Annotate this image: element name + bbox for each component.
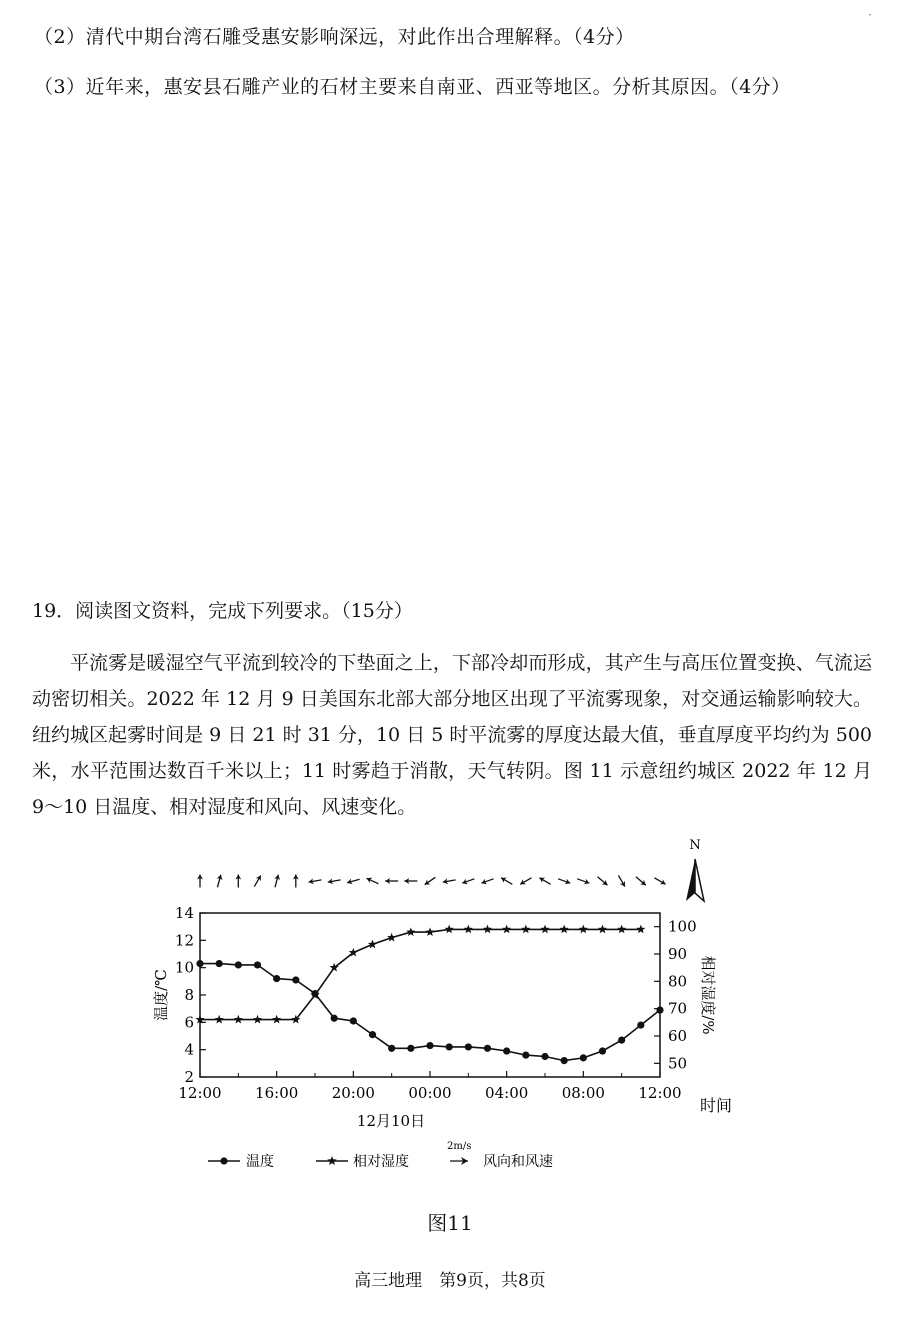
humidity-point [234, 1015, 243, 1024]
humidity-point [215, 1015, 224, 1024]
question-19-paragraph: 平流雾是暖湿空气平流到较冷的下垫面之上，下部冷却而形成，其产生与高压位置变换、气流运动密切相关。2022 年 12 月 9 日美国东北部大部分地区出现了平流雾现象，对交通运输影响较大。纽约城区起雾时间是 9 日 21 时 31 分，10 日 5 时平流雾的厚度达最大值，垂直厚度平均约为 500 米，水平范围达数百千米以上；11 时雾趋于消散，天气转阴。图 11 示意纽约城区 2022 年 12 月 9～10 日温度、相对湿度和风向、风速变化。 [32, 652, 872, 818]
y-right-tick-label: 90 [668, 945, 688, 963]
wind-arrow [385, 878, 398, 884]
x-tick-label: 16:00 [255, 1084, 299, 1102]
y-right-tick-label: 70 [668, 999, 688, 1018]
temperature-point [637, 1021, 644, 1028]
humidity-point [483, 925, 492, 934]
temperature-point [599, 1047, 606, 1054]
temperature-point [331, 1015, 338, 1022]
wind-arrows [197, 875, 666, 888]
y-left-label: 温度/℃ [152, 969, 170, 1021]
legend-humidity: 相对湿度 [353, 1154, 409, 1170]
humidity-line [200, 929, 641, 1019]
temperature-point [503, 1047, 510, 1054]
y-right-tick-label: 60 [668, 1027, 688, 1045]
humidity-point [406, 927, 415, 936]
temperature-point [561, 1057, 568, 1064]
wind-arrow [347, 879, 360, 885]
humidity-point [253, 1015, 262, 1024]
temperature-point [350, 1017, 357, 1024]
wind-arrow [217, 875, 223, 888]
wind-arrow [501, 878, 512, 885]
y-right-label: 相对湿度/% [699, 955, 717, 1035]
humidity-point [579, 925, 588, 934]
figure-caption: 图11 [427, 1211, 473, 1235]
humidity-point [636, 925, 645, 934]
wind-arrow [481, 879, 493, 885]
plot-frame [200, 913, 660, 1077]
wind-arrow [197, 875, 203, 888]
temperature-point [656, 1006, 663, 1013]
temperature-point [618, 1037, 625, 1044]
temperature-point [388, 1045, 395, 1052]
wind-arrow [598, 877, 608, 885]
temperature-point [541, 1053, 548, 1060]
wind-arrow [539, 878, 550, 885]
temperature-point [369, 1031, 376, 1038]
question-3: （3）近年来，惠安县石雕产业的石材主要来自南亚、西亚等地区。分析其原因。（4分） [34, 76, 791, 98]
legend [208, 1141, 553, 1170]
y-left-tick-label: 12 [174, 931, 194, 950]
wind-arrow [404, 878, 417, 884]
x-tick-label: 12:00 [638, 1084, 682, 1102]
wind-arrow [254, 875, 260, 886]
x-tick-label: 20:00 [331, 1084, 375, 1102]
y-left-tick-label: 4 [184, 1040, 194, 1059]
x-tick-label: 08:00 [561, 1084, 605, 1102]
temperature-point [465, 1043, 472, 1050]
legend-temp-marker [220, 1157, 227, 1164]
north-arrow-right-half [695, 859, 704, 901]
humidity-point [445, 925, 454, 934]
temperature-point [484, 1045, 491, 1052]
date-label: 12月10日 [356, 1112, 426, 1130]
temperature-point [426, 1042, 433, 1049]
y-right-tick-label: 50 [668, 1054, 688, 1073]
temperature-point [522, 1052, 529, 1059]
temperature-point [196, 960, 203, 967]
page-footer: 高三地理 第9页，共8页 [354, 1271, 546, 1291]
climate-chart [150, 835, 750, 1190]
y-left-tick-label: 2 [184, 1068, 194, 1086]
wind-arrow [462, 879, 474, 885]
humidity-point [425, 927, 434, 936]
north-arrow [686, 838, 704, 901]
humidity-point [464, 925, 473, 934]
wind-arrow [577, 879, 589, 885]
wind-scale-label: 2m/s [447, 1141, 472, 1152]
x-tick-label: 00:00 [408, 1084, 452, 1102]
humidity-point [598, 925, 607, 934]
question-19-title: 19．阅读图文资料，完成下列要求。（15分） [32, 600, 413, 622]
wind-arrow [274, 875, 280, 888]
temperature-point [254, 961, 261, 968]
y-right-tick-label: 80 [668, 972, 688, 991]
humidity-point [368, 940, 377, 949]
wind-arrow [328, 878, 341, 884]
temperature-point [235, 961, 242, 968]
humidity-point [540, 925, 549, 934]
x-axis-label: 时间 [700, 1096, 733, 1115]
wind-arrow [235, 875, 241, 888]
wind-arrow [367, 878, 379, 884]
humidity-point [272, 1015, 281, 1024]
wind-arrow [520, 878, 531, 885]
wind-arrow [558, 879, 570, 885]
wind-arrow [293, 875, 299, 888]
humidity-point [502, 925, 511, 934]
humidity-point [387, 933, 396, 942]
humidity-point [617, 925, 626, 934]
temperature-point [580, 1054, 587, 1061]
humidity-point [560, 925, 569, 934]
x-tick-label: 12:00 [178, 1084, 222, 1102]
legend-humidity-marker [327, 1156, 337, 1165]
temperature-point [216, 960, 223, 967]
x-tick-label: 04:00 [485, 1084, 529, 1102]
humidity-point [330, 963, 339, 972]
figure-11 [150, 835, 750, 1194]
corner-mark: · [868, 8, 872, 22]
wind-arrow [618, 875, 625, 886]
temperature-point [273, 975, 280, 982]
wind-arrow [443, 878, 456, 884]
wind-arrow [425, 877, 436, 884]
north-label: N [689, 838, 701, 853]
y-right-tick-label: 100 [668, 917, 697, 936]
north-arrow-left-half [686, 859, 695, 901]
y-left-tick-label: 8 [184, 986, 194, 1004]
humidity-point [521, 925, 530, 934]
legend-wind: 风向和风速 [483, 1154, 553, 1170]
y-left-tick-label: 14 [174, 904, 194, 922]
temperature-point [446, 1043, 453, 1050]
wind-arrow [309, 878, 322, 884]
temperature-point [407, 1045, 414, 1052]
wind-arrow [654, 878, 665, 885]
temperature-point [292, 976, 299, 983]
legend-temp: 温度 [246, 1154, 274, 1170]
y-left-tick-label: 10 [174, 958, 194, 977]
wind-arrow [636, 877, 646, 885]
y-left-tick-label: 6 [184, 1013, 194, 1032]
question-2: （2）清代中期台湾石雕受惠安影响深远，对此作出合理解释。（4分） [34, 26, 635, 48]
